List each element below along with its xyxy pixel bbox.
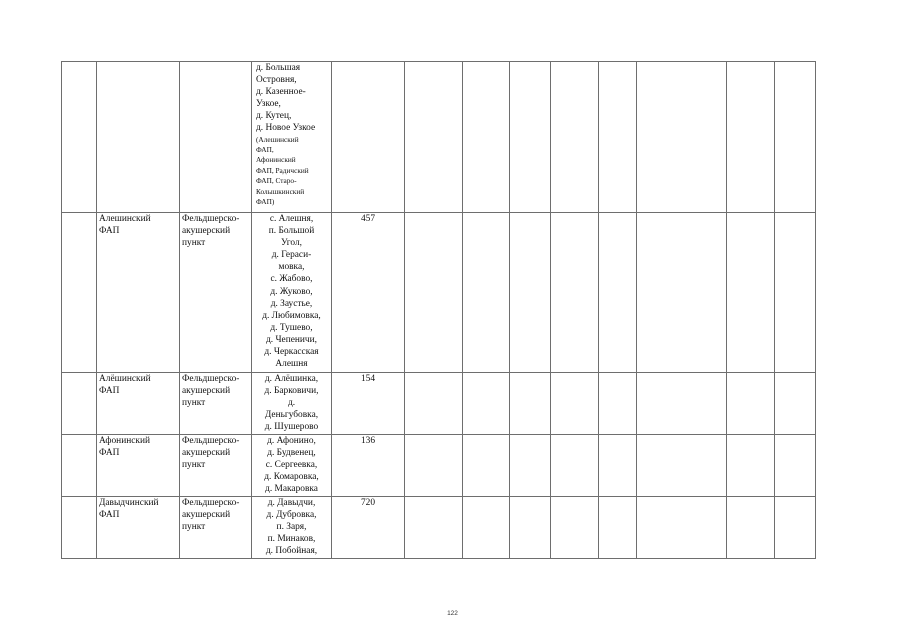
number-cell [62, 62, 97, 213]
number-cell [62, 213, 97, 373]
text-line: ФАП [99, 448, 120, 459]
facility-name-cell [97, 497, 180, 559]
text-line: Фельдшерско- [182, 436, 240, 446]
empty-cell [551, 213, 599, 373]
text-line: п. Большой [268, 226, 315, 237]
text-line: пункт [182, 398, 206, 409]
empty-cell [463, 435, 510, 497]
population-cell: 720 [332, 497, 405, 559]
empty-cell [599, 373, 637, 435]
empty-cell [775, 497, 816, 559]
table-row [62, 373, 816, 435]
text-line: д. Жуково, [270, 286, 313, 297]
empty-cell [510, 497, 551, 559]
text-line: д. Казенное- [256, 87, 306, 98]
text-line: д. Новое Узкое [256, 123, 316, 134]
empty-cell [463, 373, 510, 435]
text-line: п. Минаков, [267, 534, 316, 545]
text-line: пункт [182, 238, 206, 249]
text-line: мовка, [278, 262, 305, 273]
text-line: акушерский [182, 226, 231, 237]
text-line: Деньгубовка, [264, 410, 319, 421]
facility-type-cell [180, 62, 252, 213]
text-line: Узкое, [256, 99, 281, 110]
empty-cell [637, 62, 727, 213]
empty-cell [727, 497, 775, 559]
settlements-note [256, 135, 329, 208]
page-number: 122 [447, 610, 458, 617]
text-line: акушерский [182, 386, 231, 397]
text-line: д. Шушерово [264, 422, 319, 433]
text-line: акушерский [182, 510, 231, 521]
empty-cell [637, 497, 727, 559]
facilities-table [61, 61, 816, 559]
facility-type-cell [180, 213, 252, 373]
text-line: д. [287, 398, 296, 409]
settlements-cell [252, 373, 332, 435]
text-line: Алёшинский [99, 374, 151, 384]
empty-cell [405, 497, 463, 559]
text-line: Алешня [275, 359, 308, 370]
facility-type-cell [180, 497, 252, 559]
facility-name-cell [97, 213, 180, 373]
text-line: Давыдчинский [99, 498, 159, 508]
text-line: с. Жабово, [270, 274, 313, 285]
empty-cell [551, 435, 599, 497]
population-cell: 457 [332, 213, 405, 373]
empty-cell [463, 213, 510, 373]
empty-cell [510, 435, 551, 497]
text-line: д. Дубровка, [266, 510, 317, 521]
empty-cell [727, 62, 775, 213]
empty-cell [599, 62, 637, 213]
settlements-cell [252, 213, 332, 373]
text-line: пункт [182, 522, 206, 533]
text-line: д. Кутец, [256, 111, 292, 122]
text-line: ФАП [99, 386, 120, 397]
text-line: Алешинский [99, 214, 151, 224]
empty-cell [405, 373, 463, 435]
text-line: Колышкинский [256, 186, 305, 196]
empty-cell [510, 213, 551, 373]
empty-cell [405, 435, 463, 497]
text-line: с. Алешня, [269, 214, 314, 224]
text-line: Угол, [280, 238, 302, 249]
facility-name-cell [97, 62, 180, 213]
text-line: ФАП [99, 510, 120, 521]
text-line: Афонинский [256, 155, 296, 165]
text-line: д. Чепеничи, [266, 334, 317, 345]
text-line: д. Черкасская [264, 347, 319, 358]
empty-cell [775, 435, 816, 497]
text-line: д. Большая [256, 63, 301, 73]
empty-cell [775, 213, 816, 373]
settlements-cell [252, 435, 332, 497]
text-line: д. Барковичи, [264, 386, 319, 397]
empty-cell [463, 497, 510, 559]
text-line: пункт [182, 460, 206, 471]
empty-cell [637, 213, 727, 373]
empty-cell [775, 62, 816, 213]
population-cell [332, 62, 405, 213]
text-line: ФАП, Старо- [256, 176, 297, 186]
text-line: ФАП) [256, 197, 275, 206]
text-line: Фельдшерско- [182, 498, 240, 508]
number-cell [62, 373, 97, 435]
empty-cell [727, 435, 775, 497]
facility-name-cell [97, 435, 180, 497]
number-cell [62, 435, 97, 497]
text-line: д. Заустье, [270, 298, 313, 309]
empty-cell [599, 497, 637, 559]
table-row [62, 62, 816, 213]
text-line: д. Давыдчи, [267, 498, 316, 508]
empty-cell [775, 373, 816, 435]
empty-cell [551, 62, 599, 213]
text-line: Фельдшерско- [182, 374, 240, 384]
facility-type-cell [180, 373, 252, 435]
table-row [62, 435, 816, 497]
number-cell [62, 497, 97, 559]
settlements-cell [252, 62, 332, 213]
text-line: (Алешинский [256, 134, 299, 144]
text-line: д. Алёшинка, [264, 374, 319, 384]
text-line: д. Макаровка [265, 484, 318, 495]
text-line: с. Сергеевка, [265, 460, 318, 471]
text-line: ФАП [99, 226, 120, 237]
empty-cell [551, 497, 599, 559]
empty-cell [510, 62, 551, 213]
text-line: д. Гераси- [271, 250, 312, 261]
population-cell: 136 [332, 435, 405, 497]
table-row [62, 213, 816, 373]
empty-cell [405, 213, 463, 373]
empty-cell [727, 373, 775, 435]
facility-name-cell [97, 373, 180, 435]
text-line: д. Афонино, [267, 436, 316, 446]
text-line: д. Любимовка, [262, 310, 321, 321]
text-line: д. Тушево, [270, 322, 313, 333]
population-cell: 154 [332, 373, 405, 435]
empty-cell [599, 213, 637, 373]
empty-cell [405, 62, 463, 213]
text-line: Островня, [256, 75, 297, 86]
text-line: ФАП, [256, 144, 274, 154]
text-line: акушерский [182, 448, 231, 459]
empty-cell [510, 373, 551, 435]
empty-cell [551, 373, 599, 435]
table-row [62, 497, 816, 559]
empty-cell [463, 62, 510, 213]
text-line: п. Заря, [276, 522, 307, 533]
empty-cell [727, 213, 775, 373]
text-line: Афонинский [99, 436, 150, 446]
text-line: д. Комаровка, [264, 472, 319, 483]
text-line: Фельдшерско- [182, 214, 240, 224]
text-line: д. Побойная, [265, 546, 318, 557]
text-line: д. Будвенец, [267, 448, 316, 459]
facility-type-cell [180, 435, 252, 497]
empty-cell [599, 435, 637, 497]
empty-cell [637, 435, 727, 497]
empty-cell [637, 373, 727, 435]
text-line: ФАП, Радичский [256, 165, 309, 175]
settlements-cell [252, 497, 332, 559]
